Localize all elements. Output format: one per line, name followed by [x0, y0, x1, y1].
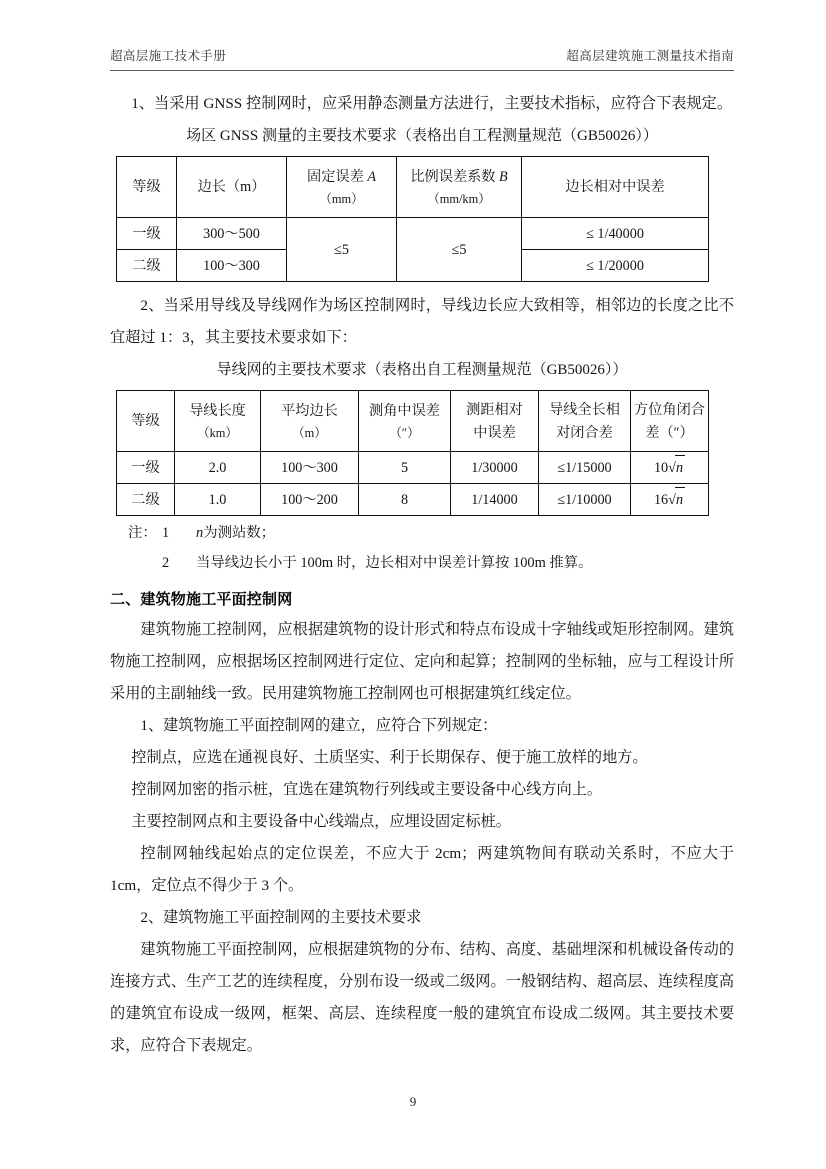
- cell-angle-error: 5: [359, 452, 451, 484]
- note-variable: n: [196, 525, 204, 541]
- table1-caption: 场区 GNSS 测量的主要技术要求（表格出自工程测量规范（GB50026））: [186, 128, 658, 144]
- th-average-side-text: 平均边长: [281, 402, 338, 419]
- th-fixed-error-unit: （mm）: [319, 191, 364, 206]
- paragraph-gnss-intro: 1、当采用 GNSS 控制网时，应采用静态测量方法进行，主要技术指标，应符合下表规定。: [131, 95, 733, 112]
- paragraph-control-points: 控制点，应选在通视良好、土质坚实、利于长期保存、便于施工放样的地方。: [131, 749, 648, 766]
- paragraph-establishment-intro: 1、建筑物施工平面控制网的建立，应符合下列规定：: [140, 717, 498, 734]
- notes-label-spacer: [128, 548, 162, 578]
- traverse-requirements-table: [116, 390, 709, 516]
- table-header-row: [117, 157, 709, 218]
- th-total-closure: [539, 391, 631, 452]
- paragraph-traverse-intro: 2、当采用导线及导线网作为场区控制网时，导线边长应大致相等，相邻边的长度之比不宜超过 1：3，其主要技术要求如下：: [110, 297, 734, 346]
- paragraph-control-network-desc: 建筑物施工控制网，应根据建筑物的设计形式和特点布设成十字轴线或矩形控制网。建筑物施工控制网，应根据场区控制网进行定位、定向和起算；控制网的坐标轴，应与工程设计所采用的主副轴线一致。民用建筑物施工控制网也可根据建筑红线定位。: [110, 621, 734, 702]
- th-scale-error-unit: （mm/km）: [427, 191, 491, 206]
- section-heading-building-control-network: 二、建筑物施工平面控制网: [110, 590, 293, 608]
- cell-average-side: 100～200: [261, 484, 359, 516]
- th-scale-error-symbol: B: [499, 168, 508, 185]
- cell-angle-error: 8: [359, 484, 451, 516]
- cell-traverse-length: 1.0: [175, 484, 261, 516]
- header-divider: [110, 70, 734, 71]
- th-azimuth-closure-text: 方位角闭合: [634, 401, 705, 418]
- paragraph-technical-requirements-intro: 2、建筑物施工平面控制网的主要技术要求: [140, 909, 422, 926]
- cell-total-closure: ≤1/10000: [539, 484, 631, 516]
- azimuth-coefficient: 10: [653, 460, 669, 476]
- cell-azimuth-closure: [631, 484, 709, 516]
- header-right-title: 超高层建筑施工测量技术指南: [566, 49, 734, 63]
- th-total-closure-unit: 对闭合差: [556, 424, 613, 441]
- cell-grade: 二级: [117, 484, 175, 516]
- cell-grade: 一级: [117, 218, 177, 250]
- th-grade: 等级: [117, 391, 175, 452]
- note-item: [128, 518, 734, 548]
- paragraph-fixed-markers: 主要控制网点和主要设备中心线端点，应埋设固定标桩。: [131, 813, 511, 830]
- note-text: 当导线边长小于 100m 时，边长相对中误差计算按 100m 推算。: [196, 555, 593, 571]
- th-scale-error-text: 比例误差系数: [410, 168, 499, 185]
- table-row: [117, 452, 709, 484]
- th-grade: 等级: [117, 157, 177, 218]
- radical-icon: √: [668, 492, 676, 508]
- table-row: [117, 218, 709, 250]
- cell-grade: 二级: [117, 250, 177, 282]
- th-angle-error-text: 测角中误差: [369, 402, 440, 419]
- cell-relative-error: ≤ 1/20000: [522, 250, 709, 282]
- running-header: [110, 48, 734, 64]
- header-left-title: 超高层施工技术手册: [110, 49, 227, 63]
- cell-average-side: 100～300: [261, 452, 359, 484]
- table2-notes: [128, 518, 734, 578]
- paragraph-network-grade-desc: 建筑物施工平面控制网，应根据建筑物的分布、结构、高度、基础埋深和机械设备传动的连接方式、生产工艺的连续程度，分别布设一级或二级网。一般钢结构、超高层、连续程度高的建筑宜布设成一级网，框架、高层、连续程度一般的建筑宜布设成二级网。其主要技术要求，应符合下表规定。: [110, 941, 734, 1054]
- th-traverse-length-unit: （km）: [197, 425, 238, 440]
- note-text: [196, 518, 734, 548]
- page-number: 9: [409, 1094, 417, 1109]
- note-number: 2: [162, 555, 170, 571]
- th-angle-error: [359, 391, 451, 452]
- cell-side-length: 300～500: [177, 218, 287, 250]
- th-distance-relative-unit: 中误差: [473, 424, 516, 441]
- azimuth-radicand: n: [675, 455, 685, 480]
- cell-distance-relative: 1/30000: [451, 452, 539, 484]
- cell-total-closure: ≤1/15000: [539, 452, 631, 484]
- th-relative-error: 边长相对中误差: [522, 157, 709, 218]
- cell-relative-error: ≤ 1/40000: [522, 218, 709, 250]
- th-average-side-unit: （m）: [292, 425, 327, 440]
- th-traverse-length: [175, 391, 261, 452]
- cell-fixed-error: ≤5: [287, 218, 397, 282]
- table2-caption: 导线网的主要技术要求（表格出自工程测量规范（GB50026））: [216, 362, 628, 378]
- th-side-length: 边长（m）: [177, 157, 287, 218]
- cell-traverse-length: 2.0: [175, 452, 261, 484]
- note-item: [128, 548, 734, 578]
- th-azimuth-closure-unit: 差（″）: [645, 424, 694, 441]
- azimuth-coefficient: 16: [653, 492, 669, 508]
- th-traverse-length-text: 导线长度: [189, 402, 246, 419]
- th-scale-error: [397, 157, 522, 218]
- th-average-side: [261, 391, 359, 452]
- paragraph-indicator-piles: 控制网加密的指示桩，宜选在建筑物行列线或主要设备中心线方向上。: [131, 781, 603, 798]
- note-rest: 为测站数；: [203, 525, 276, 541]
- cell-grade: 一级: [117, 452, 175, 484]
- note-number: 1: [162, 525, 170, 541]
- cell-side-length: 100～300: [177, 250, 287, 282]
- gnss-requirements-table: [116, 156, 709, 282]
- th-fixed-error-symbol: A: [367, 168, 376, 185]
- notes-label: 注：: [128, 525, 157, 541]
- cell-distance-relative: 1/14000: [451, 484, 539, 516]
- th-distance-relative: [451, 391, 539, 452]
- table-row: [117, 484, 709, 516]
- cell-azimuth-closure: [631, 452, 709, 484]
- document-body: [110, 88, 734, 1062]
- th-fixed-error: [287, 157, 397, 218]
- th-total-closure-text: 导线全长相: [549, 401, 620, 418]
- cell-scale-error: ≤5: [397, 218, 522, 282]
- th-fixed-error-text: 固定误差: [307, 168, 368, 185]
- azimuth-radicand: n: [675, 487, 685, 512]
- table-header-row: [117, 391, 709, 452]
- paragraph-positioning-error: 控制网轴线起始点的定位误差，不应大于 2cm；两建筑物间有联动关系时，不应大于 1cm，定位点不得少于 3 个。: [110, 845, 734, 894]
- th-distance-relative-text: 测距相对: [466, 401, 523, 418]
- th-azimuth-closure: [631, 391, 709, 452]
- th-angle-error-unit: （″）: [389, 425, 420, 440]
- radical-icon: √: [668, 460, 676, 476]
